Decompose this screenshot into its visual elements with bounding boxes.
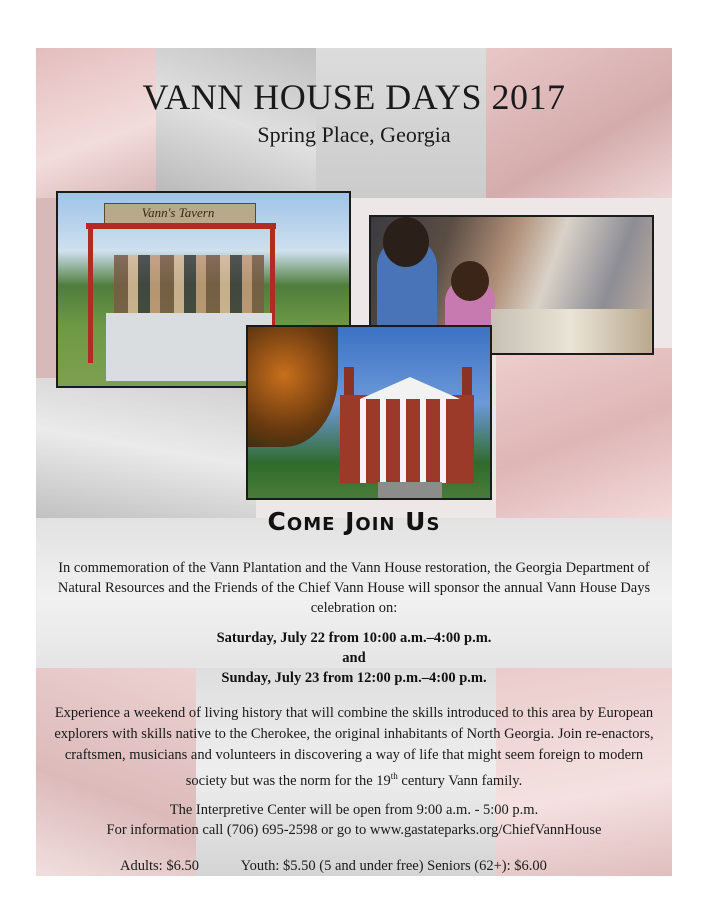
center-info xyxy=(36,800,672,840)
child-girl-head xyxy=(451,261,489,301)
description-paragraph xyxy=(44,703,664,792)
chimney-left xyxy=(344,367,354,397)
ordinal-suffix: th xyxy=(390,771,398,781)
description-tail: century Vann family. xyxy=(397,772,523,789)
contact-info: For information call (706) 695-2598 or go to www.gastateparks.org/ChiefVannHouse xyxy=(106,822,602,838)
child-boy-head xyxy=(383,217,429,267)
house-walkway xyxy=(378,482,442,500)
tent-pole-left xyxy=(88,223,93,363)
date-and: and xyxy=(342,650,366,666)
house-columns xyxy=(360,399,460,483)
poster-sheet xyxy=(36,48,672,876)
autumn-tree xyxy=(248,327,338,447)
event-dates xyxy=(36,628,672,688)
photo-vann-house xyxy=(246,325,492,500)
date-sunday: Sunday, July 23 from 12:00 p.m.–4:00 p.m. xyxy=(221,670,487,686)
date-saturday: Saturday, July 22 from 10:00 a.m.–4:00 p.m. xyxy=(216,630,492,646)
poster-subtitle: Spring Place, Georgia xyxy=(257,122,451,147)
poster-title: VANN HOUSE DAYS 2017 xyxy=(142,77,566,117)
center-hours: The Interpretive Center will be open from 9:00 a.m. - 5:00 p.m. xyxy=(169,802,539,818)
admission-prices xyxy=(120,858,547,875)
reenactors-group xyxy=(114,255,264,315)
tent-roof xyxy=(86,223,276,229)
come-join-us-heading: Come Join Us xyxy=(267,507,441,536)
house-pediment xyxy=(360,377,460,399)
price-adults: Adults: $6.50 xyxy=(120,858,199,874)
chimney-right xyxy=(462,367,472,397)
price-youth-seniors: Youth: $5.50 (5 and under free) Seniors (62+): $6.00 xyxy=(240,858,547,874)
intro-paragraph: In commemoration of the Vann Plantation and the Vann House restoration, the Georgia Department of Natural Resources and the Friends of the Chief Vann House will sponsor the annual Vann House Days celebration on: xyxy=(57,560,651,616)
craft-table xyxy=(491,309,651,355)
tavern-sign-text: Vann's Tavern xyxy=(141,205,215,220)
description-text: Experience a weekend of living history that will combine the skills introduced to this area by European explorers with skills native to the Cherokee, the original inhabitants of North Georgia. Join re-enactors, craftsmen, musicians and volunteers in discovering a way of life that might seem foreign to modern society but was the norm for the 19 xyxy=(54,705,654,789)
